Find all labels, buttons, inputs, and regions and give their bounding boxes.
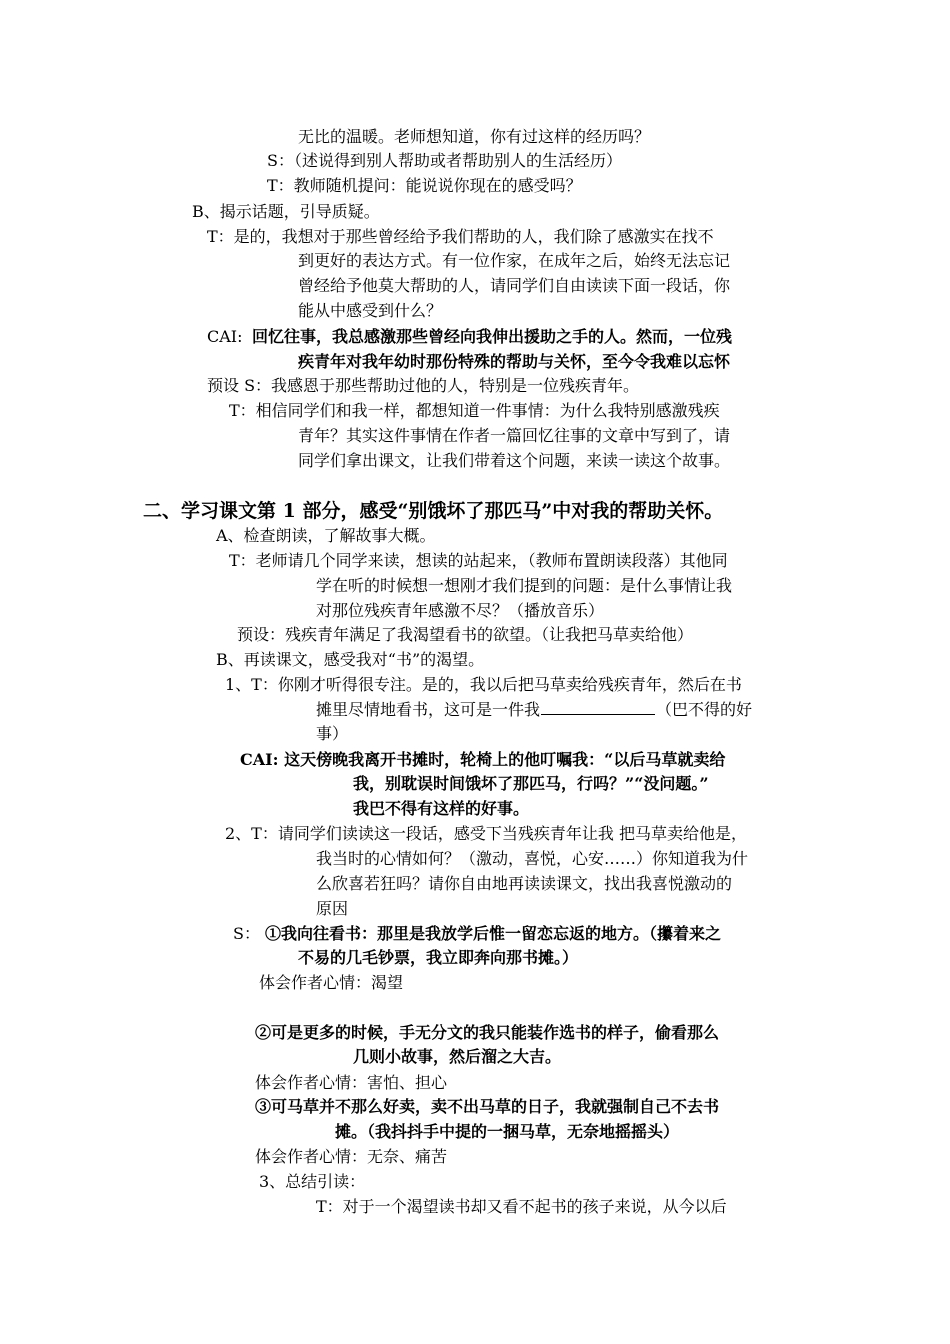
text-line: 同学们拿出课文，让我们带着这个问题，来读一读这个故事。 <box>298 451 731 470</box>
section-heading: B、再读课文，感受我对“书”的渴望。 <box>216 650 485 669</box>
quote-line: ①我向往看书：那里是我放学后惟一留恋忘返的地方。（攥着来之 <box>265 924 722 943</box>
text-line: 青年？其实这件事情在作者一篇回忆往事的文章中写到了，请 <box>298 426 731 445</box>
text-line: 预设 S：我感恩于那些帮助过他的人，特别是一位残疾青年。 <box>207 376 640 395</box>
quote-line: 摊。（我抖抖手中提的一捆马草，无奈地摇摇头） <box>335 1122 680 1141</box>
quote-line: 几则小故事，然后溜之大吉。 <box>353 1047 562 1066</box>
text-line: 曾经给予他莫大帮助的人，请同学们自由读读下面一段话，你 <box>298 276 731 295</box>
section-heading: A、检查朗读，了解故事大概。 <box>216 526 436 545</box>
text-line: 1、T：你刚才听得很专注。是的，我以后把马草卖给残疾青年，然后在书 <box>225 675 742 694</box>
text-segment: 摊里尽情地看书，这可是一件我 <box>316 700 541 719</box>
section-title: 二、学习课文第 1 部分，感受“别饿坏了那匹马”中对我的帮助关怀。 <box>143 500 724 522</box>
text-line: T：老师请几个同学来读，想读的站起来，（教师布置朗读段落）其他同 <box>229 551 728 570</box>
section-heading: B、揭示话题，引导质疑。 <box>192 202 380 221</box>
text-line: 预设：残疾青年满足了我渴望看书的欲望。（让我把马草卖给他） <box>237 625 694 644</box>
text-line: 对那位残疾青年感激不尽？（播放音乐） <box>316 601 605 620</box>
quote-line: ③可马草并不那么好卖，卖不出马草的日子，我就强制自己不去书 <box>255 1097 720 1116</box>
text-line: T：教师随机提问：能说说你现在的感受吗？ <box>267 176 582 195</box>
text-line: S：（述说得到别人帮助或者帮助别人的生活经历） <box>267 151 622 170</box>
text-segment: （巴不得的好 <box>656 700 753 719</box>
text-line: 能从中感受到什么？ <box>298 301 443 320</box>
cai-quote-line: 我巴不得有这样的好事。 <box>353 799 530 818</box>
text-line: 3、总结引读： <box>259 1172 366 1191</box>
cai-quote-line: CAI: 这天傍晚我离开书摊时，轮椅上的他叮嘱我：“以后马草就卖给 <box>240 750 726 769</box>
text-line-with-blank <box>316 698 752 722</box>
text-line: 无比的温暖。老师想知道，你有过这样的经历吗？ <box>298 127 651 146</box>
text-line: 么欣喜若狂吗？请你自由地再读读课文，找出我喜悦激动的 <box>316 874 733 893</box>
s-label: S： <box>233 924 260 943</box>
text-line: T：相信同学们和我一样，都想知道一件事情：为什么我特别感激残疾 <box>229 401 720 420</box>
fill-in-blank <box>541 698 655 715</box>
text-line: 体会作者心情：害怕、担心 <box>255 1073 448 1092</box>
cai-quote-line: 我，别耽误时间饿坏了那匹马，行吗？”“没问题。” <box>353 774 709 793</box>
text-line: 2、T：请同学们读读这一段话，感受下当残疾青年让我 把马草卖给他是， <box>225 824 747 843</box>
quote-line: ②可是更多的时候，手无分文的我只能装作选书的样子，偷看那么 <box>255 1023 720 1042</box>
cai-quote-line: 回忆往事，我总感激那些曾经向我伸出援助之手的人。然而，一位残 <box>252 327 733 346</box>
text-line: 学在听的时候想一想刚才我们提到的问题：是什么事情让我 <box>316 576 733 595</box>
text-line: 到更好的表达方式。有一位作家，在成年之后，始终无法忘记 <box>298 251 731 270</box>
text-line: 体会作者心情：渴望 <box>259 973 404 992</box>
text-line: T：是的，我想对于那些曾经给予我们帮助的人，我们除了感激实在找不 <box>207 227 714 246</box>
text-line: 事） <box>316 724 349 743</box>
text-line: 体会作者心情：无奈、痛苦 <box>255 1147 448 1166</box>
quote-line: 不易的几毛钞票，我立即奔向那书摊。） <box>298 948 579 967</box>
cai-label: CAI: <box>207 327 243 346</box>
text-line: 我当时的心情如何？（激动，喜悦，心安……）你知道我为什 <box>316 849 749 868</box>
text-line: T：对于一个渴望读书却又看不起书的孩子来说，从今以后 <box>316 1197 727 1216</box>
text-line: 原因 <box>316 899 349 918</box>
cai-quote-line: 疾青年对我年幼时那份特殊的帮助与关怀，至今令我难以忘怀 <box>298 352 731 371</box>
